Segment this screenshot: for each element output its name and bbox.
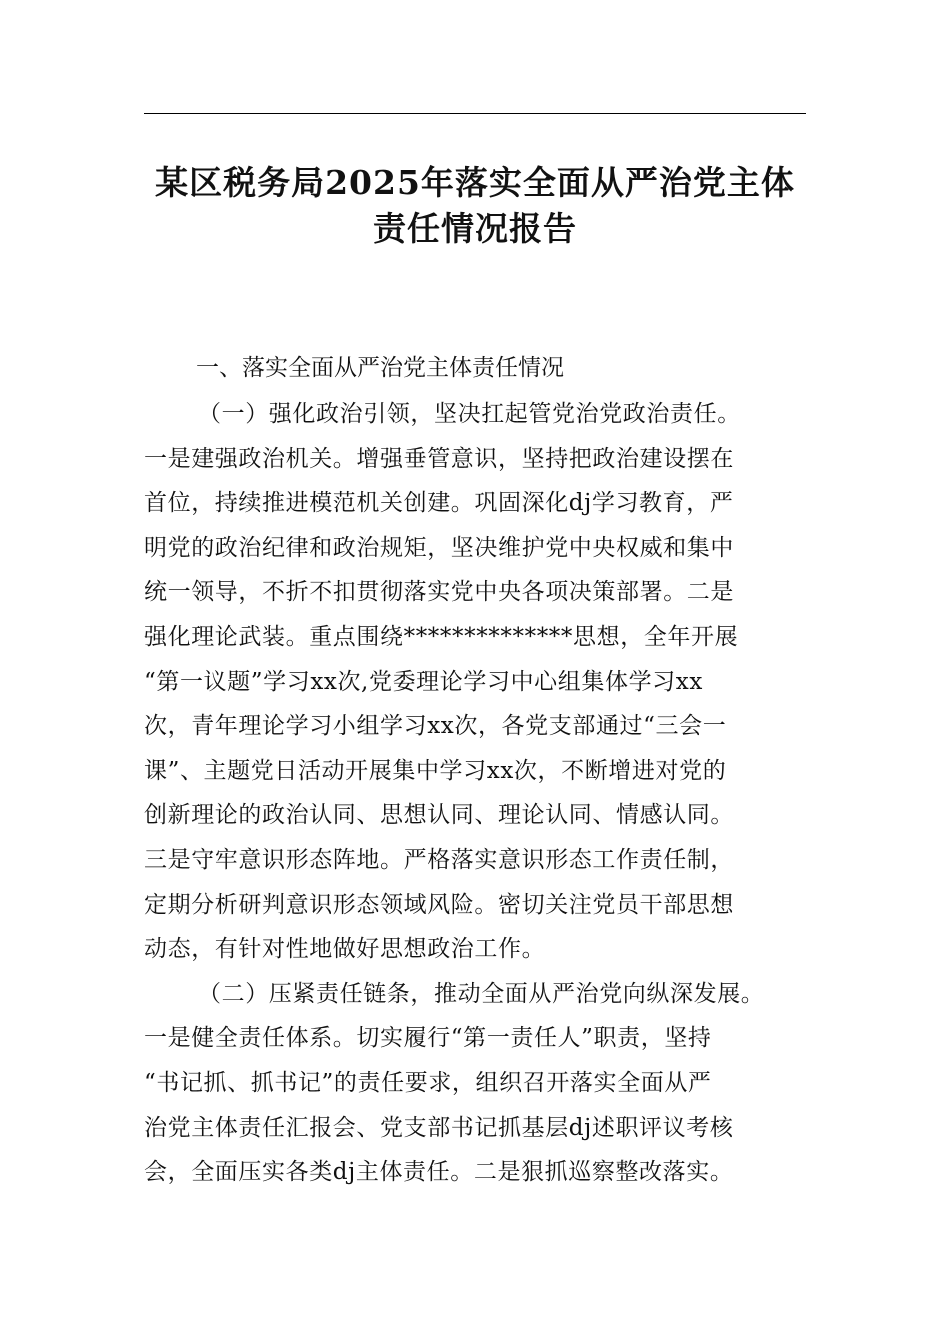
paragraph-line: 次，青年理论学习小组学习xx次，各党支部通过“三会一 bbox=[144, 713, 727, 740]
paragraph-line: 治党主体责任汇报会、党支部书记抓基层dj述职评议考核 bbox=[144, 1114, 734, 1141]
sub-heading-2: （二）压紧责任链条，推动全面从严治党向纵深发展。 bbox=[198, 980, 765, 1007]
paragraph-line: 创新理论的政治认同、思想认同、理论认同、情感认同。 bbox=[144, 802, 734, 829]
document-title bbox=[120, 160, 830, 252]
paragraph-line: 会，全面压实各类dj主体责任。二是狠抓巡察整改落实。 bbox=[144, 1159, 734, 1186]
title-line-2: 责任情况报告 bbox=[373, 209, 577, 248]
header-rule bbox=[144, 113, 806, 114]
paragraph-line: 一是建强政治机关。增强垂管意识，坚持把政治建设摆在 bbox=[144, 445, 734, 472]
paragraph-line: 明党的政治纪律和政治规矩，坚决维护党中央权威和集中 bbox=[144, 534, 734, 561]
paragraph-line: 动态，有针对性地做好思想政治工作。 bbox=[144, 936, 546, 963]
title-line-1: 某区税务局2025年落实全面从严治党主体 bbox=[155, 163, 795, 202]
paragraph-line: 课”、主题党日活动开展集中学习xx次，不断增进对党的 bbox=[144, 757, 727, 784]
paragraph-line: 统一领导，不折不扣贯彻落实党中央各项决策部署。二是 bbox=[144, 579, 734, 606]
sub-heading-1: （一）强化政治引领，坚决扛起管党治党政治责任。 bbox=[198, 401, 741, 427]
paragraph-line: “第一议题”学习xx次,党委理论学习中心组集体学习xx bbox=[144, 668, 703, 695]
section-heading: 一、落实全面从严治党主体责任情况 bbox=[196, 355, 564, 381]
paragraph-line: 定期分析研判意识形态领域风险。密切关注党员干部思想 bbox=[144, 891, 734, 918]
paragraph-line: 一是健全责任体系。切实履行“第一责任人”职责，坚持 bbox=[144, 1025, 712, 1052]
body-paragraph-1 bbox=[144, 392, 814, 1195]
paragraph-line: “书记抓、抓书记”的责任要求，组织召开落实全面从严 bbox=[144, 1069, 712, 1096]
paragraph-line: 首位，持续推进模范机关创建。巩固深化dj学习教育，严 bbox=[144, 490, 734, 517]
paragraph-line: 强化理论武装。重点围绕**************思想，全年开展 bbox=[144, 623, 739, 650]
paragraph-line: 三是守牢意识形态阵地。严格落实意识形态工作责任制， bbox=[144, 846, 734, 873]
